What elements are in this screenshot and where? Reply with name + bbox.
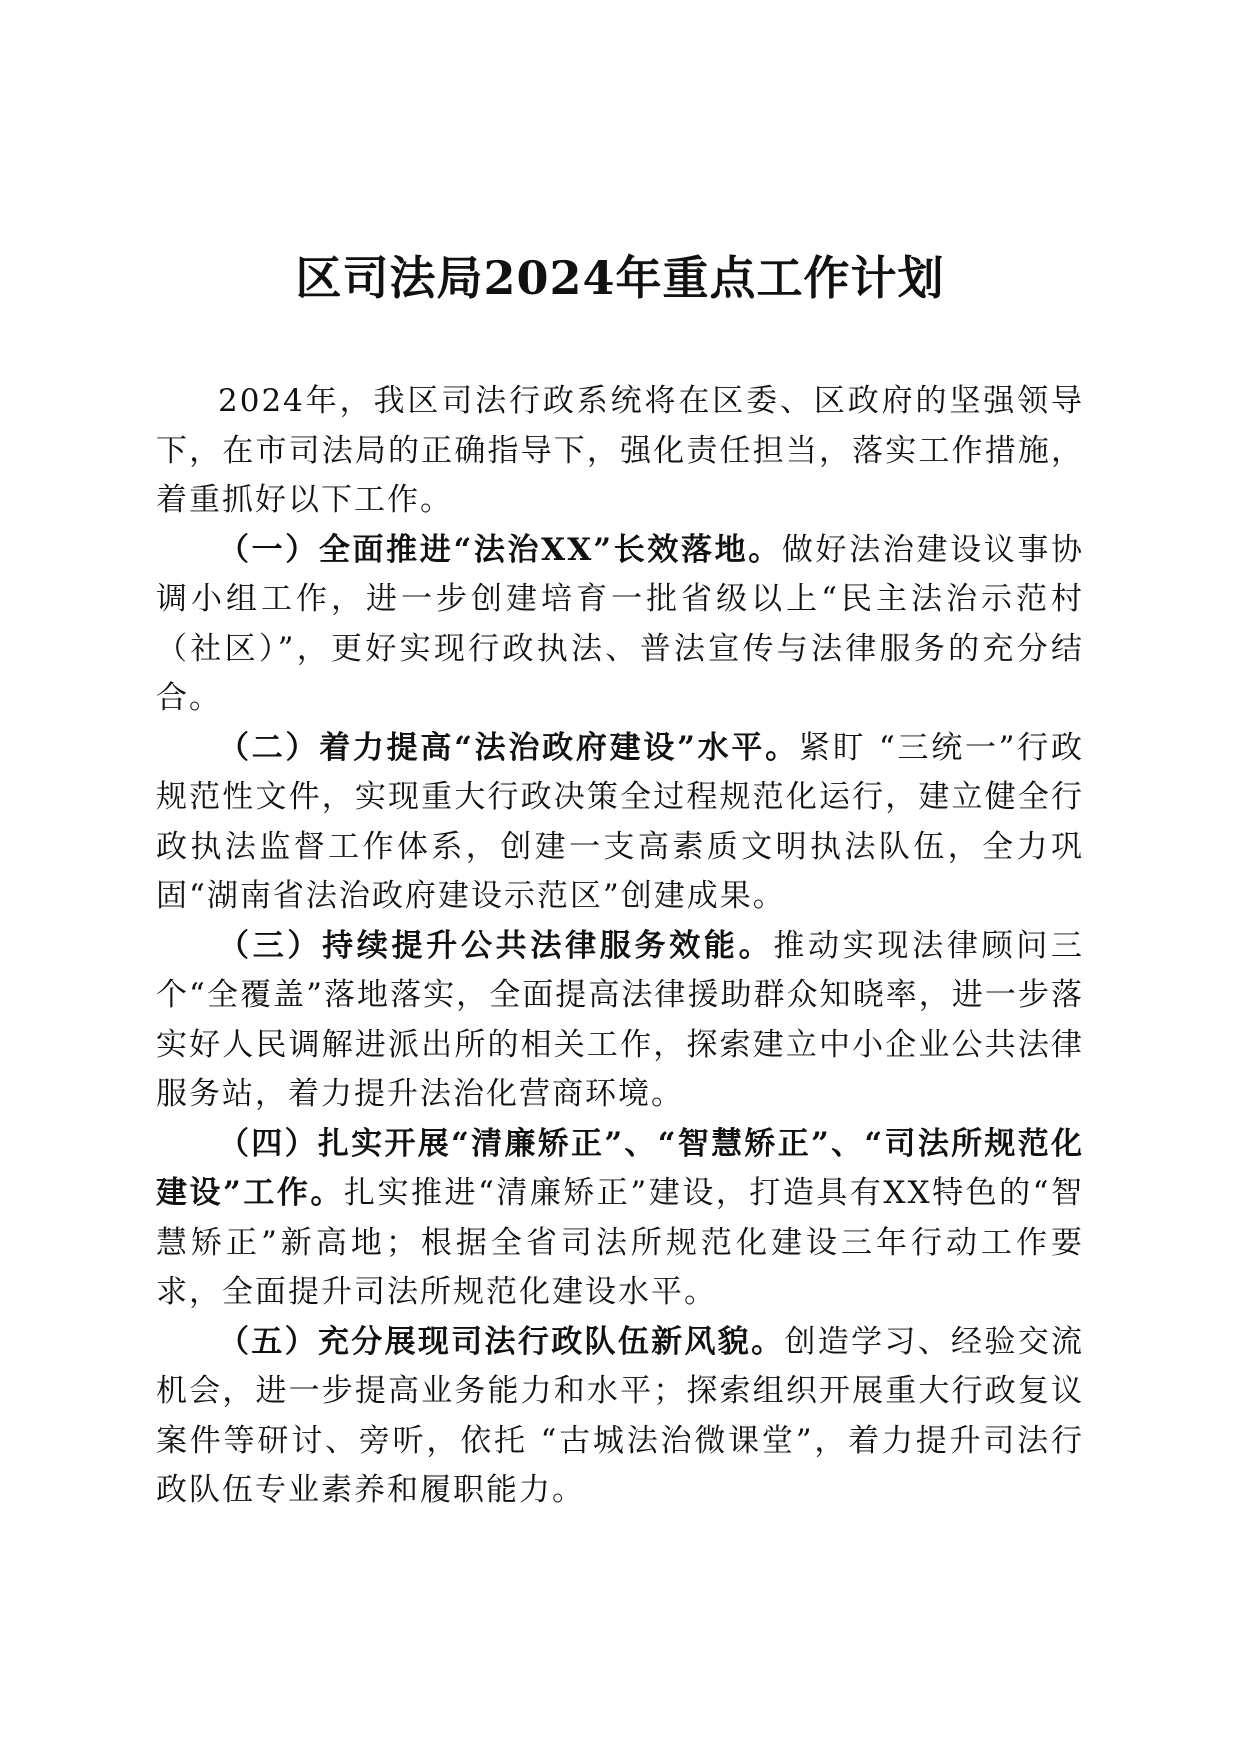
- section-heading: （一）全面推进“法治XX”长效落地。: [218, 531, 782, 568]
- section-heading: （三）持续提升公共法律服务效能。: [218, 927, 774, 964]
- section-heading: （五）充分展现司法行政队伍新风貌。: [218, 1323, 785, 1360]
- section-text: 创造学习、经验交流机会，进一步提高业务能力和水平；探索组织开展重大行政复议案件等研讨、旁听，依托 “古城法治微课堂”，着力提升司法行政队伍专业素养和履职能力。: [156, 1323, 1085, 1508]
- document-body: [156, 377, 1084, 1516]
- section-paragraph-4: [156, 1120, 1084, 1318]
- section-text: 紧盯 “三统一”行政规范性文件，实现重大行政决策全过程规范化运行，建立健全行政执法监督工作体系，创建一支高素质文明执法队伍，全力巩固“湖南省法治政府建设示范区”创建成果。: [156, 729, 1084, 914]
- section-heading: （二）着力提高“法治政府建设”水平。: [218, 729, 799, 766]
- section-paragraph-5: [156, 1318, 1084, 1516]
- section-paragraph-3: [156, 922, 1084, 1120]
- section-paragraph-1: [156, 526, 1084, 724]
- section-text: 扎实推进“清廉矫正”建设，打造具有XX特色的“智慧矫正”新高地；根据全省司法所规范化建设三年行动工作要求，全面提升司法所规范化建设水平。: [156, 1175, 1084, 1310]
- section-heading: （四）扎实开展“清廉矫正”、“智慧矫正”、“司法所规范化建设”工作。: [156, 1125, 1084, 1211]
- intro-paragraph: 2024年，我区司法行政系统将在区委、区政府的坚强领导下，在市司法局的正确指导下，强化责任担当，落实工作措施，着重抓好以下工作。: [156, 383, 1084, 518]
- section-text: 做好法治建设议事协调小组工作，进一步创建培育一批省级以上“民主法治示范村（社区）”，更好实现行政执法、普法宣传与法律服务的充分结合。: [156, 531, 1084, 716]
- section-text: 推动实现法律顾问三个“全覆盖”落地落实，全面提高法律援助群众知晓率，进一步落实好人民调解进派出所的相关工作，探索建立中小企业公共法律服务站，着力提升法治化营商环境。: [156, 927, 1085, 1112]
- section-paragraph-2: [156, 724, 1084, 922]
- document-title: 区司法局2024年重点工作计划: [295, 251, 945, 305]
